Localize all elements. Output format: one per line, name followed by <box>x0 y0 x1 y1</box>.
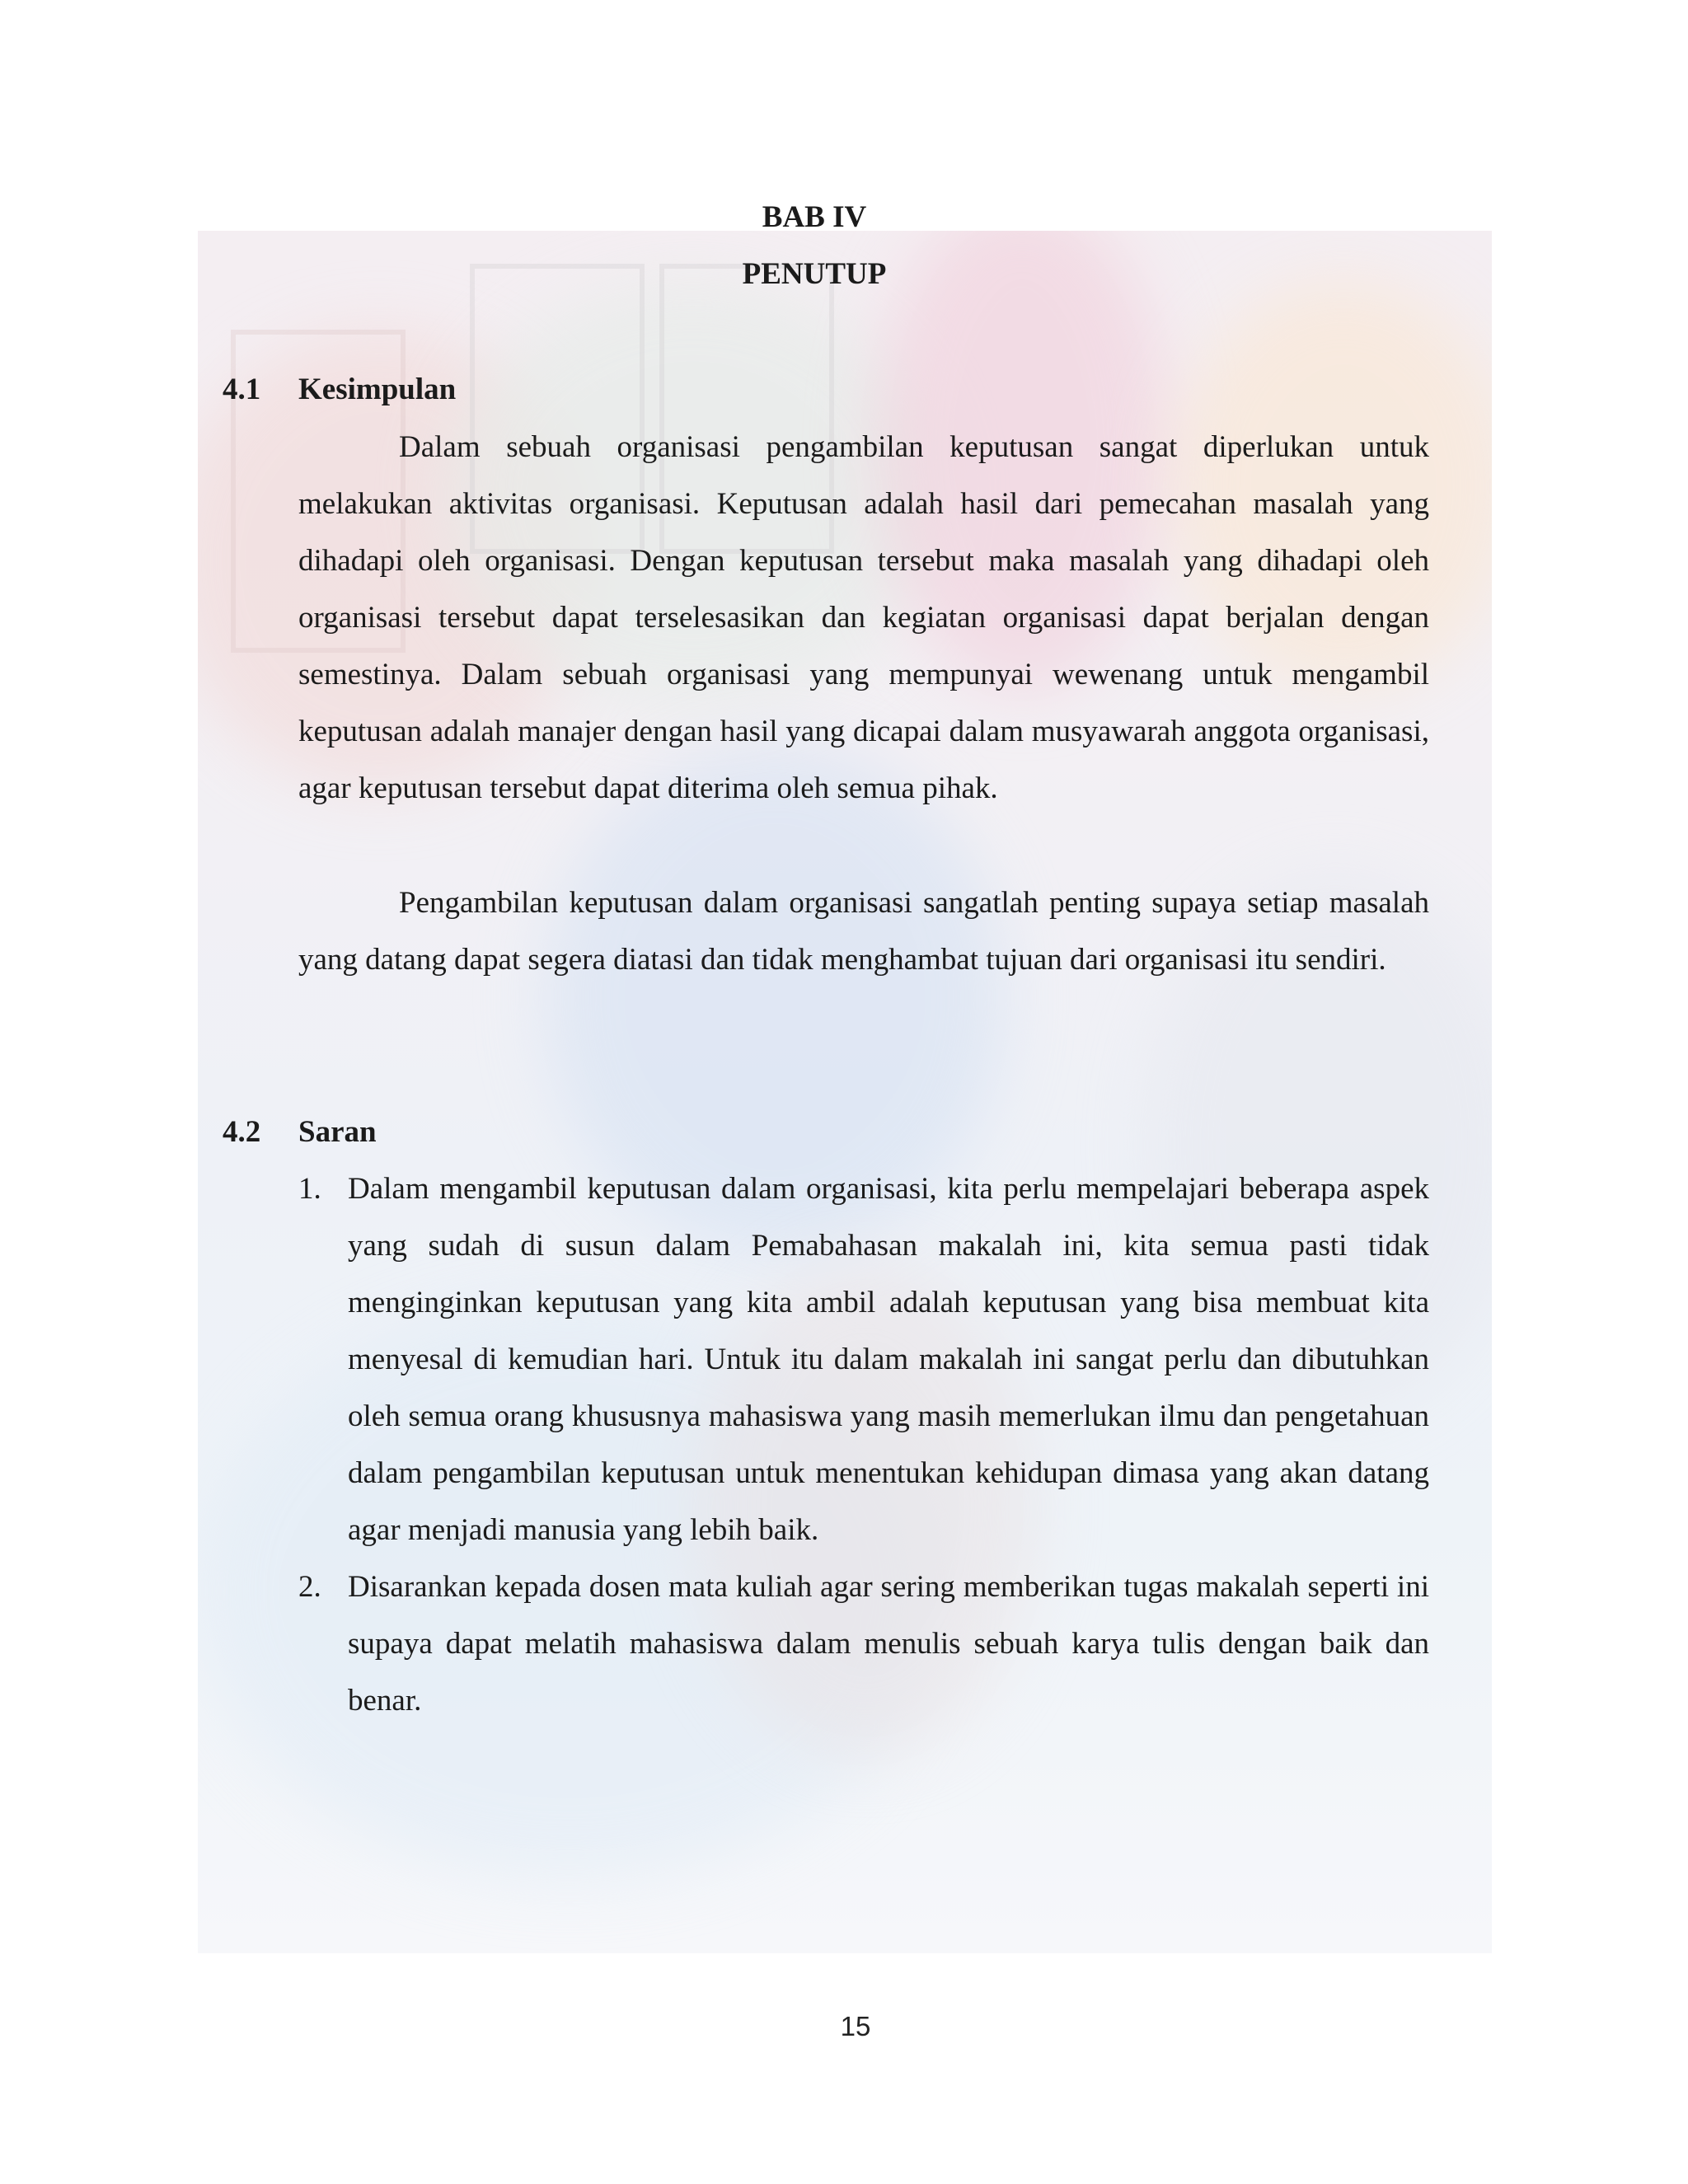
chapter-title: PENUTUP <box>742 257 887 291</box>
section-title: Saran <box>298 1115 377 1149</box>
section-heading-saran <box>223 1114 377 1150</box>
page-number: 15 <box>840 2011 871 2041</box>
section-title: Kesimpulan <box>298 373 457 406</box>
suggestion-list <box>298 1160 1429 1729</box>
section-number: 4.2 <box>223 1115 261 1149</box>
list-marker: 2. <box>298 1570 321 1604</box>
list-item-text: Dalam mengambil keputusan dalam organisasi, kita perlu mempelajari beberapa aspek yang sudah di susun dalam Pemabahasan makalah ini, kita semua pasti tidak menginginkan keputusan yang kita ambil adalah keputusan yang bisa membuat kita menyesal di kemudian hari. Untuk itu dalam makalah ini sangat perlu dan dibutuhkan oleh semua orang khususnya mahasiswa yang masih memerlukan ilmu dan pengetahuan dalam pengambilan keputusan untuk menentukan kehidupan dimasa yang akan datang agar menjadi manusia yang lebih baik. <box>348 1172 1429 1547</box>
section-heading-kesimpulan <box>223 372 456 407</box>
conclusion-paragraph: Pengambilan keputusan dalam organisasi sangatlah penting supaya setiap masalah yang datang dapat segera diatasi dan tidak menghambat tujuan dari organisasi itu sendiri. <box>298 886 1429 977</box>
list-marker: 1. <box>298 1172 321 1206</box>
conclusion-paragraph: Dalam sebuah organisasi pengambilan keputusan sangat diperlukan untuk melakukan aktivitas organisasi. Keputusan adalah hasil dari pemecahan masalah yang dihadapi oleh organisasi. Dengan keputusan tersebut maka masalah yang dihadapi oleh organisasi tersebut dapat terselesasikan dan kegiatan organisasi dapat berjalan dengan semestinya. Dalam sebuah organisasi yang mempunyai wewenang untuk mengambil keputusan adalah manajer dengan hasil yang dicapai dalam musyawarah anggota organisasi, agar keputusan tersebut dapat diterima oleh semua pihak. <box>298 430 1429 805</box>
list-item <box>298 1558 1429 1729</box>
list-item-text: Disarankan kepada dosen mata kuliah agar sering memberikan tugas makalah seperti ini supaya dapat melatih mahasiswa dalam menulis sebuah karya tulis dengan baik dan benar. <box>348 1570 1429 1718</box>
chapter-label: BAB IV <box>762 200 867 234</box>
section-number: 4.1 <box>223 373 261 406</box>
list-item <box>298 1160 1429 1558</box>
